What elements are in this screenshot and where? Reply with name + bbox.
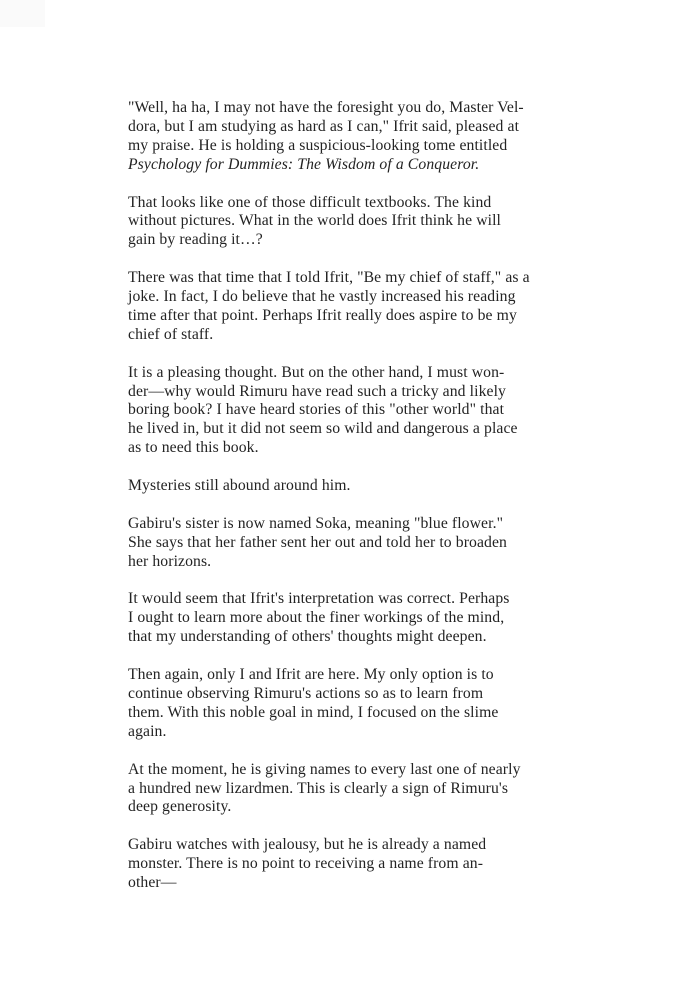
paragraph-line: gain by reading it…?: [128, 231, 263, 249]
paragraph-line: again.: [128, 722, 167, 740]
paragraph-line: der—why would Rimuru have read such a tricky and likely: [128, 382, 506, 400]
paragraph-line: monster. There is no point to receiving a name from an-: [128, 855, 484, 873]
paragraph-line: chief of staff.: [128, 325, 214, 343]
paragraph: [128, 269, 618, 345]
paragraph-line: my praise. He is holding a suspicious-looking tome entitled: [128, 136, 508, 154]
paragraph-line: without pictures. What in the world does Ifrit think he will: [128, 212, 501, 230]
paragraph: [128, 761, 618, 818]
paragraph-line: deep generosity.: [128, 798, 232, 816]
paragraph: [128, 590, 618, 647]
paragraph: [128, 194, 618, 251]
paragraph-line: At the moment, he is giving names to every last one of nearly: [128, 760, 521, 778]
paragraph-line: Gabiru's sister is now named Soka, meaning "blue flower.": [128, 514, 504, 532]
paragraph-line: Then again, only I and Ifrit are here. My only option is to: [128, 666, 494, 684]
paragraph-line: that my understanding of others' thoughts might deepen.: [128, 628, 487, 646]
paragraph-line: "Well, ha ha, I may not have the foresight you do, Master Vel-: [128, 99, 524, 116]
paragraph-line: time after that point. Perhaps Ifrit really does aspire to be my: [128, 306, 517, 324]
text-block: [128, 99, 618, 912]
paragraph-line: I ought to learn more about the finer workings of the mind,: [128, 609, 505, 627]
paragraph-line: Gabiru watches with jealousy, but he is already a named: [128, 836, 487, 854]
paragraph-line: continue observing Rimuru's actions so as to learn from: [128, 684, 484, 702]
paragraph: [128, 666, 618, 742]
paragraph-line: other—: [128, 874, 177, 892]
paragraph-line: her horizons.: [128, 552, 212, 570]
paragraph-line: as to need this book.: [128, 439, 259, 457]
paragraph-line: dora, but I am studying as hard as I can," Ifrit said, pleased at: [128, 117, 520, 135]
paragraph-line: Mysteries still abound around him.: [128, 477, 351, 495]
paragraph-line: Psychology for Dummies: The Wisdom of a Conqueror.: [128, 155, 480, 173]
paragraph-line: he lived in, but it did not seem so wild and dangerous a place: [128, 420, 518, 438]
paragraph-line: boring book? I have heard stories of this "other world" that: [128, 401, 505, 419]
paragraph-line: It would seem that Ifrit's interpretation was correct. Perhaps: [128, 590, 510, 608]
paragraph-line: There was that time that I told Ifrit, "Be my chief of staff," as a: [128, 269, 530, 287]
paragraph-line: a hundred new lizardmen. This is clearly a sign of Rimuru's: [128, 779, 509, 797]
paragraph: [128, 364, 618, 459]
scan-corner-artifact: [0, 0, 45, 27]
paragraph: [128, 515, 618, 572]
paragraph-line: It is a pleasing thought. But on the other hand, I must won-: [128, 363, 505, 381]
paragraph-line: That looks like one of those difficult textbooks. The kind: [128, 193, 492, 211]
paragraph-line: joke. In fact, I do believe that he vastly increased his reading: [128, 288, 516, 306]
paragraph: [128, 836, 618, 893]
paragraph: [128, 477, 618, 496]
paragraph-line: them. With this noble goal in mind, I focused on the slime: [128, 703, 499, 721]
paragraph-line: She says that her father sent her out and told her to broaden: [128, 533, 507, 551]
paragraph: [128, 99, 618, 175]
